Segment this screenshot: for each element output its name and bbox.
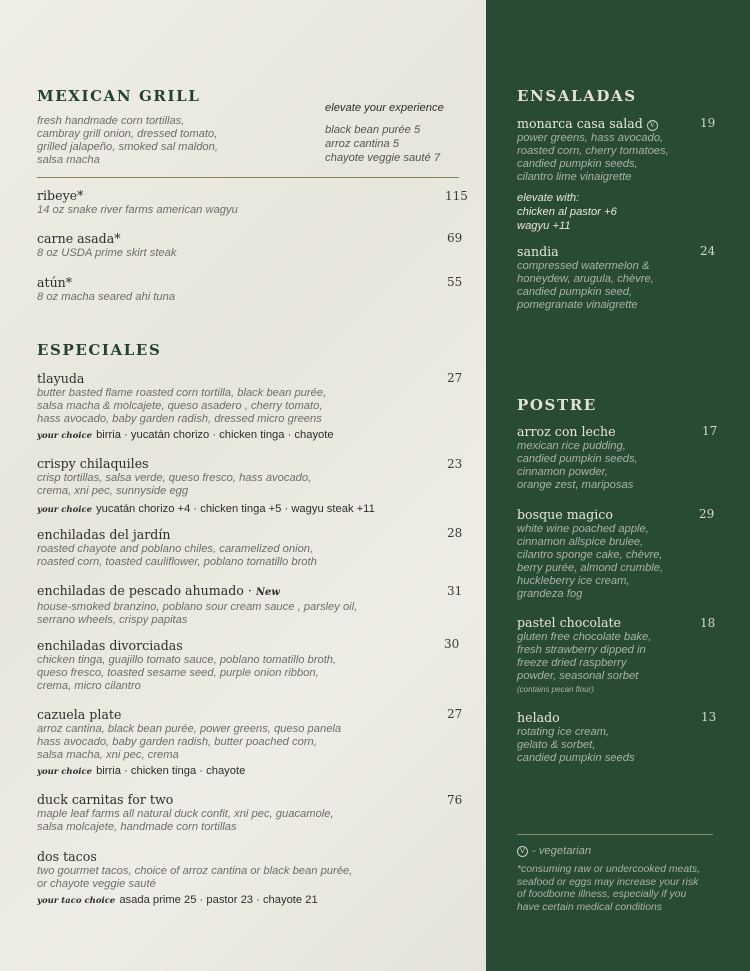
choice-options: birria · yucatán chorizo · chicken tinga · chayote (96, 429, 334, 441)
item-name: enchiladas del jardín (37, 527, 171, 542)
item-name: carne asada* (37, 231, 121, 246)
grill-divider (37, 177, 459, 178)
grill-description: fresh handmade corn tortillas, cambray grill onion, dressed tomato, grilled jalapeño, smoked sal maldon, salsa macha (37, 115, 218, 166)
menu-item-helado (517, 710, 717, 765)
elevate-list (325, 123, 440, 165)
new-badge: New (255, 587, 280, 598)
elevate-title: elevate with: (517, 192, 580, 204)
item-description: arroz cantina, black bean purée, power greens, queso panela hass avocado, baby garden radish, butter poached corn, salsa macha, xni pec, crema (37, 723, 342, 761)
choice-label: your taco choice (37, 896, 116, 906)
item-description: house-smoked branzino, poblano sour cream sauce , parsley oil, serrano wheels, crispy papitas (37, 601, 358, 626)
vegetarian-icon: V (647, 120, 658, 131)
item-description: roasted chayote and poblano chiles, caramelized onion, roasted corn, toasted cauliflower, poblano tomatillo broth (37, 543, 317, 568)
choice-options: yucatán chorizo +4 · chicken tinga +5 · wagyu steak +11 (96, 503, 375, 515)
item-name (517, 116, 717, 132)
item-price: 19 (700, 116, 716, 130)
elevate-item: chicken al pastor +6 (517, 206, 617, 218)
item-price: 55 (447, 275, 463, 289)
item-price: 69 (447, 231, 463, 245)
item-price: 31 (447, 584, 463, 598)
elevate-item: arroz cantina 5 (325, 138, 400, 150)
item-name: tlayuda (37, 371, 85, 386)
choice-label: your choice (37, 767, 93, 777)
item-name: bosque magico (517, 507, 613, 522)
menu-item-tlayuda (37, 371, 462, 443)
item-price: 30 (444, 637, 460, 651)
item-name: sandia (517, 244, 559, 259)
item-description: maple leaf farms all natural duck confit, xni pec, guacamole, salsa molcajete, handmade corn tortillas (37, 808, 334, 833)
item-choice (37, 764, 462, 779)
item-description: gluten free chocolate bake, fresh strawberry dipped in freeze dried raspberry powder, seasonal sorbet (517, 631, 652, 682)
item-name: dos tacos (37, 849, 97, 864)
item-description: rotating ice cream, gelato & sorbet, candied pumpkin seeds (517, 726, 635, 764)
especiales-heading: ESPECIALES (37, 341, 162, 359)
item-name: atún* (37, 275, 73, 290)
elevate-item: black bean purée 5 (325, 124, 421, 136)
item-description: chicken tinga, guajillo tomato sauce, poblano tomatillo broth, queso fresco, toasted sesame seed, purple onion ribbon, crema, micro cilantro (37, 654, 337, 692)
item-name-text: monarca casa salad (517, 116, 643, 131)
ensaladas-heading: ENSALADAS (517, 87, 637, 105)
menu-item-duck-carnitas (37, 792, 462, 834)
item-description: crisp tortillas, salsa verde, queso fresco, hass avocado, crema, xni pec, sunnyside egg (37, 472, 312, 497)
menu-item-enchiladas-del-jardin (37, 527, 462, 569)
vegetarian-icon: V (517, 846, 528, 857)
menu-item-crispy-chilaquiles (37, 456, 462, 517)
item-description: 8 oz macha seared ahi tuna (37, 291, 176, 303)
choice-label: your choice (37, 505, 93, 515)
menu-item-bosque-magico (517, 507, 717, 601)
item-name: helado (517, 710, 560, 725)
item-price: 23 (447, 457, 463, 471)
menu-item-pastel-chocolate (517, 615, 717, 696)
menu-item-atun (37, 275, 462, 304)
item-name: pastel chocolate (517, 615, 622, 630)
menu-item-arroz-con-leche (517, 424, 717, 492)
item-name: crispy chilaquiles (37, 456, 149, 471)
postre-heading: POSTRE (517, 396, 597, 414)
right-menu-panel (486, 0, 750, 971)
item-name: duck carnitas for two (37, 792, 174, 807)
elevate-item: chayote veggie sauté 7 (325, 152, 441, 164)
item-description: white wine poached apple, cinnamon allspice brulee, cilantro sponge cake, chèvre, berry purée, almond crumble, huckleberry ice cream, grandeza fog (517, 523, 664, 600)
item-name: enchiladas divorciadas (37, 638, 183, 653)
menu-item-enchiladas-de-pescado-ahumado (37, 583, 462, 627)
item-price: 29 (699, 507, 715, 521)
elevate-title: elevate your experience (325, 102, 444, 114)
item-name: cazuela plate (37, 707, 122, 722)
item-price: 24 (700, 244, 716, 258)
item-choice (37, 428, 462, 443)
item-name: arroz con leche (517, 424, 616, 439)
vegetarian-legend (517, 845, 591, 858)
item-description: mexican rice pudding, candied pumpkin seeds, cinnamon powder, orange zest, mariposas (517, 440, 638, 491)
menu-item-enchiladas-divorciadas (37, 638, 462, 693)
choice-options: birria · chicken tinga · chayote (96, 765, 246, 777)
menu-item-ribeye (37, 188, 462, 217)
item-description: two gourmet tacos, choice of arroz cantina or black bean purée, or chayote veggie sauté (37, 865, 353, 890)
menu-item-dos-tacos (37, 849, 462, 908)
item-description: 8 oz USDA prime skirt steak (37, 247, 177, 259)
menu-item-monarca-casa-salad (517, 116, 717, 184)
ensaladas-elevate (517, 191, 617, 233)
vegetarian-label: - vegetarian (532, 845, 592, 857)
item-price: 76 (447, 793, 463, 807)
item-price: 18 (700, 616, 716, 630)
choice-label: your choice (37, 431, 93, 441)
item-choice (37, 502, 462, 517)
item-description: power greens, hass avocado, roasted corn, cherry tomatoes, candied pumpkin seeds, cilantro lime vinaigrette (517, 132, 669, 183)
allergen-note: (contains pecan flour) (517, 685, 594, 694)
item-name: ribeye* (37, 188, 84, 203)
item-price: 28 (447, 526, 463, 540)
menu-item-cazuela-plate (37, 707, 462, 779)
menu-item-carne-asada (37, 231, 462, 260)
item-price: 27 (447, 707, 463, 721)
item-price: 27 (447, 371, 463, 385)
item-name: enchiladas de pescado ahumado · New (37, 583, 280, 598)
menu-item-sandia (517, 244, 717, 312)
item-description: compressed watermelon & honeydew, arugula, chèvre, candied pumpkin seed, pomegranate vinaigrette (517, 260, 654, 311)
raw-food-warning: *consuming raw or undercooked meats, seafood or eggs may increase your risk of foodborne illness, especially if you have certain medical conditions (517, 864, 701, 913)
mexican-grill-heading: MEXICAN GRILL (37, 87, 201, 105)
choice-options: asada prime 25 · pastor 23 · chayote 21 (119, 894, 318, 906)
item-price: 13 (701, 710, 717, 724)
elevate-item: wagyu +11 (517, 220, 571, 232)
item-description: butter basted flame roasted corn tortilla, black bean purée, salsa macha & molcajete, queso asadero , cherry tomato, hass avocado, baby garden radish, dressed micro greens (37, 387, 327, 425)
footer-divider (517, 834, 713, 835)
item-choice (37, 893, 462, 908)
item-name-text: enchiladas de pescado ahumado (37, 583, 244, 598)
item-price: 115 (445, 189, 468, 203)
item-description: 14 oz snake river farms american wagyu (37, 204, 238, 216)
item-price: 17 (702, 424, 718, 438)
